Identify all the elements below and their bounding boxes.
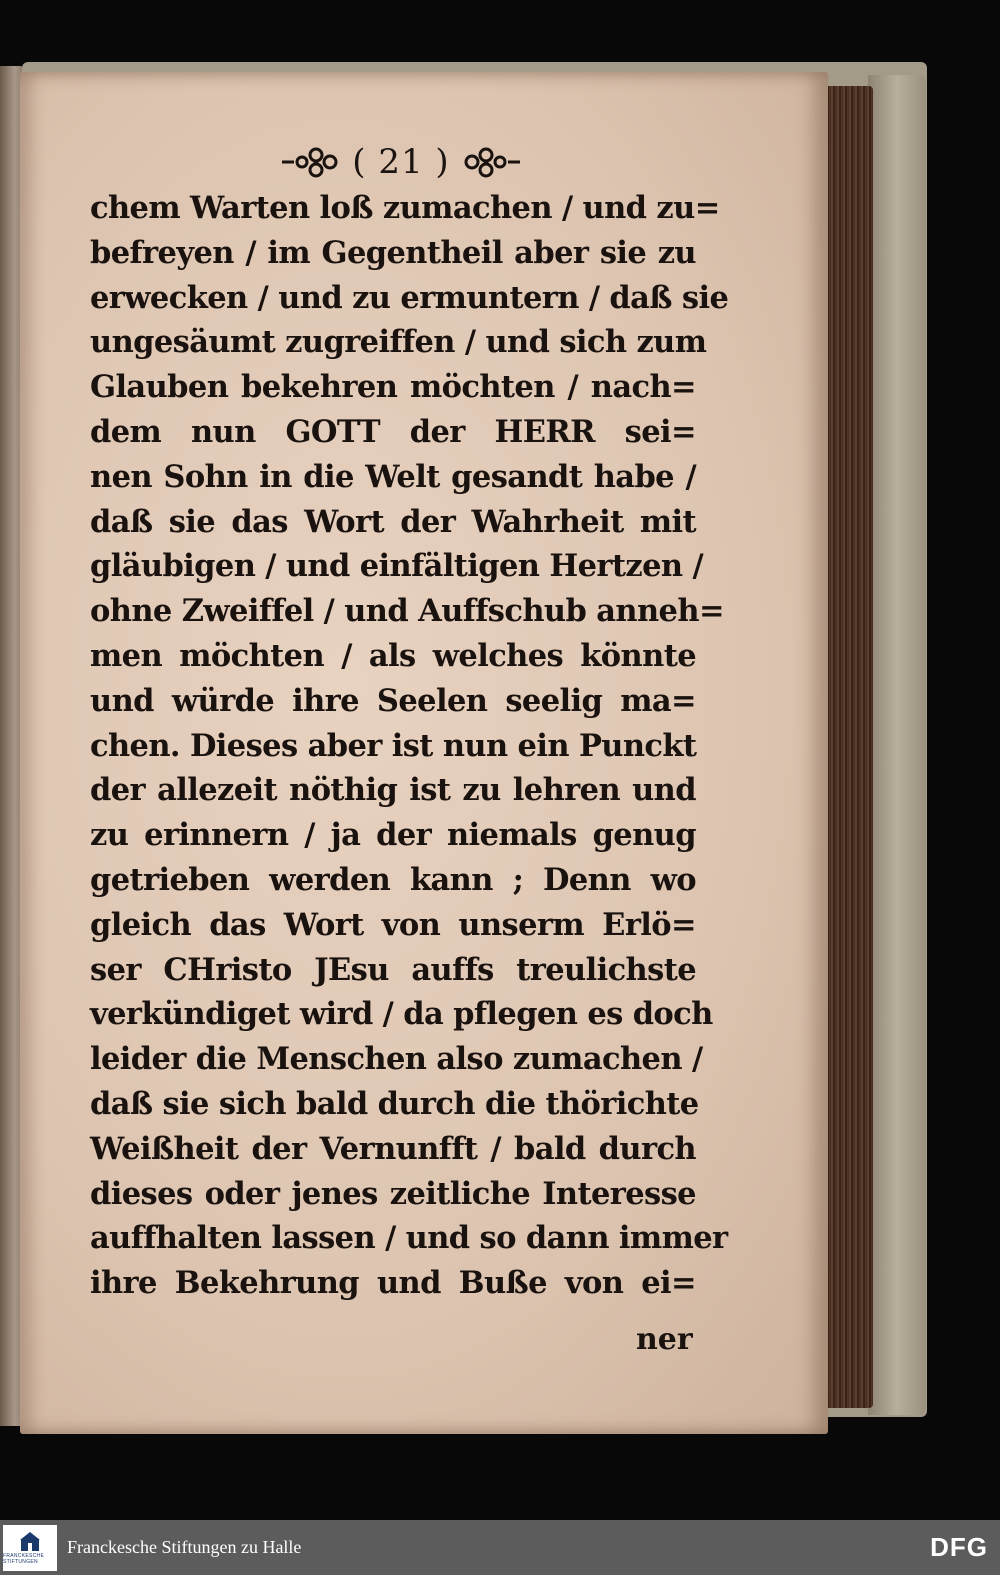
text-line: verkündiget wird / da pflegen es doch <box>90 996 713 1033</box>
page-header <box>256 136 546 188</box>
text-line: dem nun GOTT der HERR sei= <box>90 413 696 450</box>
text-line: men möchten / als welches könnte <box>90 637 696 674</box>
text-line: befreyen / im Gegentheil aber sie zu <box>90 234 696 271</box>
text-line: und würde ihre Seelen seelig ma= <box>90 682 696 719</box>
institution-link[interactable]: Franckesche Stiftungen zu Halle <box>67 1537 302 1557</box>
text-line: Glauben bekehren möchten / nach= <box>90 369 696 406</box>
footer-bar <box>0 1520 1000 1575</box>
text-line: auffhalten lassen / und so dann immer <box>90 1220 728 1257</box>
catchword: ner <box>636 1322 693 1357</box>
text-line: erwecken / und zu ermuntern / daß sie <box>90 279 729 316</box>
dfg-logo[interactable]: DFG <box>930 1532 988 1562</box>
text-line: der allezeit nöthig ist zu lehren und <box>90 772 696 809</box>
text-line: chen. Dieses aber ist nun ein Punckt <box>90 727 697 764</box>
text-line: gleich das Wort von unserm Erlö= <box>90 906 696 943</box>
text-line: Weißheit der Vernunfft / bald durch <box>90 1130 696 1167</box>
text-line: daß sie das Wort der Wahrheit mit <box>90 503 696 540</box>
floral-ornament-right-icon <box>462 145 522 179</box>
text-line: gläubigen / und einfältigen Hertzen / <box>90 548 704 585</box>
text-line: chem Warten loß zumachen / und zu= <box>90 190 720 226</box>
text-line: daß sie sich bald durch die thörichte <box>90 1085 699 1122</box>
franckesche-logo[interactable] <box>3 1525 57 1571</box>
text-line: ser CHristo JEsu auffs treulichste <box>90 951 696 988</box>
book-cover-edge <box>868 75 926 1415</box>
text-line: zu erinnern / ja der niemals genug <box>90 817 696 854</box>
text-line: dieses oder jenes zeitliche Interesse <box>90 1175 696 1212</box>
logo-text: FRANCKESCHE STIFTUNGEN <box>3 1552 45 1565</box>
institution-logo-icon <box>19 1531 41 1553</box>
text-line: nen Sohn in die Welt gesandt habe / <box>90 458 696 495</box>
body-text <box>90 186 729 1306</box>
text-line: ungesäumt zugreiffen / und sich zum <box>90 324 707 361</box>
text-line: getrieben werden kann ; Denn wo <box>90 861 696 898</box>
page-number: ( 21 ) <box>352 142 450 182</box>
text-line: ohne Zweiffel / und Auffschub anneh= <box>90 593 724 630</box>
text-line: leider die Menschen also zumachen / <box>90 1041 703 1078</box>
floral-ornament-left-icon <box>280 145 340 179</box>
text-line: ihre Bekehrung und Buße von ei= <box>90 1265 696 1302</box>
